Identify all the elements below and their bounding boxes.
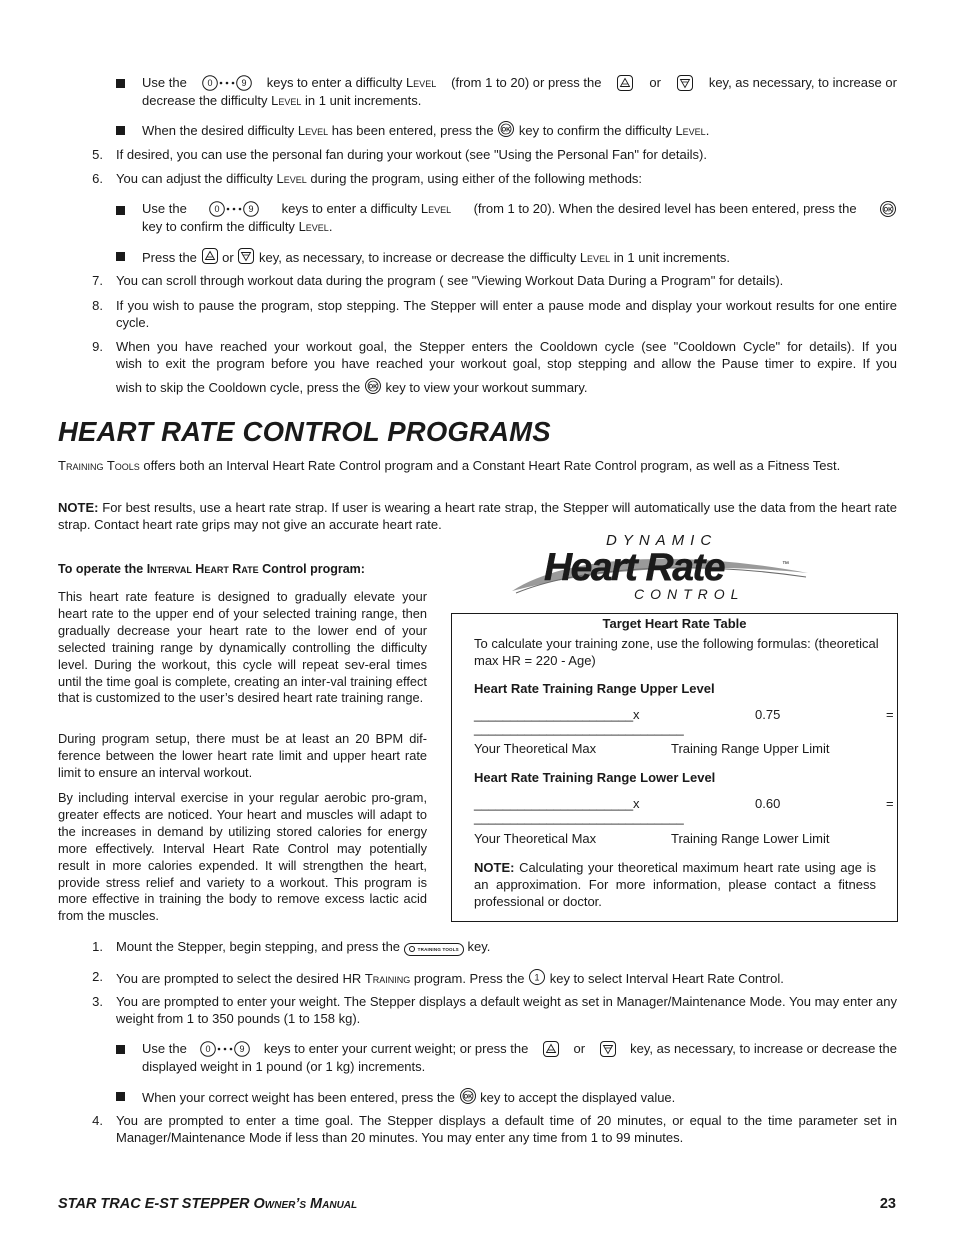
note-label: NOTE:	[474, 860, 515, 875]
list-number: 2.	[92, 969, 103, 984]
list-item-personal-fan: If desired, you can use the personal fan during your workout (see "Using the Personal Fan" for details).	[116, 147, 707, 162]
text-run: When your correct weight has been entered, press the	[142, 1090, 455, 1105]
text-run: keys to enter your current weight; or press the	[263, 1041, 529, 1056]
bullet-marker	[116, 1045, 125, 1054]
list-number: 8.	[92, 298, 103, 313]
text-run: Use the	[142, 75, 187, 90]
text-line: wish to exit the program before you have reached your workout goal, stop stepping and allow the Pause timer to expire. If you	[116, 356, 897, 371]
text-run: key, as necessary, to increase or decrease the difficulty	[258, 250, 577, 265]
text-run: during the program, using either of the following methods:	[310, 171, 643, 186]
text-run: You are prompted to select the desired HR	[116, 971, 362, 986]
text-run: You can adjust the difficulty	[116, 171, 273, 186]
list-number: 4.	[92, 1113, 103, 1128]
text-run: (from 1 to 20) or press the	[451, 75, 602, 90]
text-run: decrease the difficulty	[142, 93, 268, 108]
logo-tm: ™	[782, 561, 789, 568]
table-note	[474, 859, 876, 910]
upper-level-heading: Heart Rate Training Range Upper Level	[474, 681, 715, 696]
text-run: Use the	[142, 201, 187, 216]
list-number: 3.	[92, 994, 103, 1009]
ok-key-icon	[364, 377, 382, 395]
list-item-cooldown	[116, 338, 897, 396]
page-number: 23	[879, 1196, 896, 1212]
text-run: When the desired difficulty	[142, 123, 295, 138]
lower-blank-line: ______________________x	[474, 796, 640, 811]
upper-label-right: Training Range Upper Limit	[671, 741, 830, 756]
target-heart-rate-table	[451, 613, 898, 922]
logo-top-text: DYNAMIC	[606, 532, 718, 549]
bullet-marker	[116, 1092, 125, 1101]
ok-key-icon	[459, 1087, 477, 1105]
text-run: (from 1 to 20). When the desired level has been entered, press the	[473, 201, 857, 216]
up-arrow-key-icon	[201, 247, 219, 265]
upper-factor: 0.75	[755, 707, 781, 722]
text-run: Level	[675, 123, 706, 138]
up-arrow-key-icon	[542, 1040, 560, 1058]
subheading-interval-hr	[58, 561, 428, 578]
text-run: Level	[297, 123, 329, 138]
lower-equals: =	[886, 796, 894, 811]
text-run: Interval Heart Rate	[146, 562, 259, 576]
key-label: TRAINING TOOLS	[417, 946, 459, 952]
text-run: has been entered, press the	[331, 123, 494, 138]
text-run: Control program:	[262, 562, 365, 576]
note-paragraph	[58, 499, 897, 533]
text-run: keys to enter a difficulty Level	[281, 201, 452, 216]
intro-paragraph	[58, 457, 897, 474]
lower-label-right: Training Range Lower Limit	[671, 831, 830, 846]
list-item-pause-program: If you wish to pause the program, stop stepping. The Stepper will enter a pause mode and display your workout results for one entire cycle.	[116, 298, 897, 330]
text-run: Use the	[142, 1041, 187, 1056]
bullet-use-number-keys-confirm	[142, 200, 897, 235]
upper-blank-line: ______________________x	[474, 707, 640, 722]
text-run: .	[328, 219, 333, 234]
text-run: key to view your workout summary.	[385, 380, 588, 395]
text-run: key, as necessary, to increase or	[708, 75, 897, 90]
down-arrow-key-icon	[676, 74, 694, 92]
list-item-select-program	[116, 968, 897, 987]
text-run: or	[649, 75, 661, 90]
bullet-marker	[116, 79, 125, 88]
ok-key-icon	[879, 200, 897, 218]
number-keys-0-9-icon	[202, 74, 252, 92]
list-number: 5.	[92, 147, 103, 162]
list-number: 7.	[92, 273, 103, 288]
table-title: Target Heart Rate Table	[602, 616, 747, 631]
bullet-marker	[116, 206, 125, 215]
text-run: or	[222, 250, 234, 265]
text-run: or	[573, 1041, 586, 1056]
text-run: Level	[579, 250, 611, 265]
bullet-confirm-level	[142, 120, 897, 139]
bullet-use-number-keys-level	[142, 74, 897, 109]
text-run: key, as necessary, to increase or decrease the	[630, 1041, 897, 1056]
text-run: STAR TRAC E-ST STEPPER	[58, 1196, 250, 1212]
text-run: Level	[271, 93, 302, 108]
text-run: key to accept the displayed value.	[480, 1090, 676, 1105]
list-number: 1.	[92, 939, 103, 954]
training-tools-key-icon	[404, 939, 464, 956]
text-run: key.	[467, 939, 491, 954]
text-run: key to select Interval Heart Rate Control.	[549, 971, 784, 986]
text-run: Press the	[142, 250, 197, 265]
text-run: Owner’s Manual	[253, 1196, 358, 1212]
up-arrow-key-icon	[616, 74, 634, 92]
down-arrow-key-icon	[237, 247, 255, 265]
upper-equals: =	[886, 707, 894, 722]
bullet-press-arrow-keys	[142, 247, 897, 266]
text-run: in 1 unit increments.	[305, 93, 422, 108]
logo-bottom-text: CONTROL	[634, 586, 745, 602]
text-run: key to confirm the difficulty	[518, 123, 672, 138]
footer-manual-title	[58, 1196, 357, 1213]
bullet-enter-weight-keys	[142, 1040, 897, 1075]
text-run: keys to enter a difficulty Level	[266, 75, 437, 90]
text-line: When you have reached your workout goal, the Stepper enters the Cooldown cycle (see "Cooldown Cycle" for details). If you	[116, 339, 897, 354]
upper-result-line: _____________________________	[474, 721, 684, 736]
dynamic-heart-rate-control-logo	[510, 533, 810, 605]
number-keys-0-9-icon	[200, 1040, 250, 1058]
text-run: Calculating your theoretical maximum heart rate using age is an approximation. For more information, please contact a fitness professional or doctor.	[474, 860, 876, 909]
text-run: Training	[364, 971, 411, 986]
text-run: Level	[276, 171, 307, 186]
body-paragraph-3: By including interval exercise in your regular aerobic pro-gram, greater effects are noticed. Your heart and muscles will adapt to the increases in demand by utilizing stored calories for energy more effectively. Interval Heart Rate Control may potentially result in more calories expended. It will strengthen the heart, provide stress relief and variety to a workout. This program is more effective in training the body to remove excess lactic acid from the muscles.	[58, 790, 427, 924]
bullet-marker	[116, 126, 125, 135]
text-run: program. Press the	[413, 971, 525, 986]
lower-factor: 0.60	[755, 796, 781, 811]
text-run: offers both an Interval Heart Rate Control program and a Constant Heart Rate Control program, as well as a Fitness Test.	[143, 458, 841, 473]
list-item-time-goal: You are prompted to enter a time goal. The Stepper displays a default time of 20 minutes, or equal to the time parameter set in Manager/Maintenance Mode if less than 20 minutes. You may enter any time from 1 to 99 minutes.	[116, 1113, 897, 1145]
lower-result-line: _____________________________	[474, 810, 684, 825]
ok-key-icon	[497, 120, 515, 138]
body-paragraph-2: During program setup, there must be at least an 20 BPM dif-ference between the lower heart rate limit and upper heart rate limit to ensure an interval workout.	[58, 731, 427, 780]
text-run: .	[705, 123, 710, 138]
text-line: displayed weight in 1 pound (or 1 kg) increments.	[142, 1059, 426, 1074]
bullet-accept-weight	[142, 1087, 897, 1106]
note-label: NOTE:	[58, 500, 99, 515]
text-run: Training Tools	[58, 458, 140, 473]
text-run: To operate the	[58, 562, 144, 576]
text-run: in 1 unit increments.	[613, 250, 731, 265]
text-run: key to confirm the difficulty	[142, 219, 295, 234]
table-intro: To calculate your training zone, use the following formulas: (theoretical max HR = 220 - Age)	[474, 636, 879, 668]
list-item-enter-weight: You are prompted to enter your weight. The Stepper displays a default weight as set in Manager/Maintenance Mode. You may enter any weight from 1 to 350 pounds (1 to 158 kg).	[116, 994, 897, 1026]
text-run: wish to skip the Cooldown cycle, press the	[116, 380, 361, 395]
body-paragraph-1: This heart rate feature is designed to gradually elevate your heart rate to the upper end of your selected training range, then gradually decrease your heart rate to the lower end of your selected training range by dynamically controlling the difficulty level. During the workout, this cycle will repeat sev-eral times until the time goal is complete, creating an inter-val training effect that is customized to the user’s desired heart rate training range.	[58, 589, 427, 706]
section-heading: HEART RATE CONTROL PROGRAMS	[58, 416, 551, 447]
lower-label-left: Your Theoretical Max	[474, 831, 597, 846]
down-arrow-key-icon	[599, 1040, 617, 1058]
number-keys-0-9-icon	[209, 200, 259, 218]
bullet-marker	[116, 252, 125, 261]
list-item-mount-stepper	[116, 938, 897, 956]
list-item-scroll-workout-data: You can scroll through workout data during the program ( see "Viewing Workout Data During a Program" for details).	[116, 273, 784, 288]
list-number: 9.	[92, 339, 103, 354]
logo-main-text: Heart Rate	[544, 546, 725, 589]
text-run: Level	[298, 219, 329, 234]
text-run: Mount the Stepper, begin stepping, and press the	[116, 939, 401, 954]
lower-level-heading: Heart Rate Training Range Lower Level	[474, 770, 716, 785]
list-item-adjust-difficulty	[116, 170, 897, 187]
list-number: 6.	[92, 171, 103, 186]
upper-label-left: Your Theoretical Max	[474, 741, 597, 756]
text-run: For best results, use a heart rate strap. If user is wearing a heart rate strap, the Stepper will automatically use the data from the heart rate strap. Contact heart rate grips may not give an accurate heart rate.	[58, 500, 897, 532]
number-1-key-icon	[528, 968, 546, 986]
